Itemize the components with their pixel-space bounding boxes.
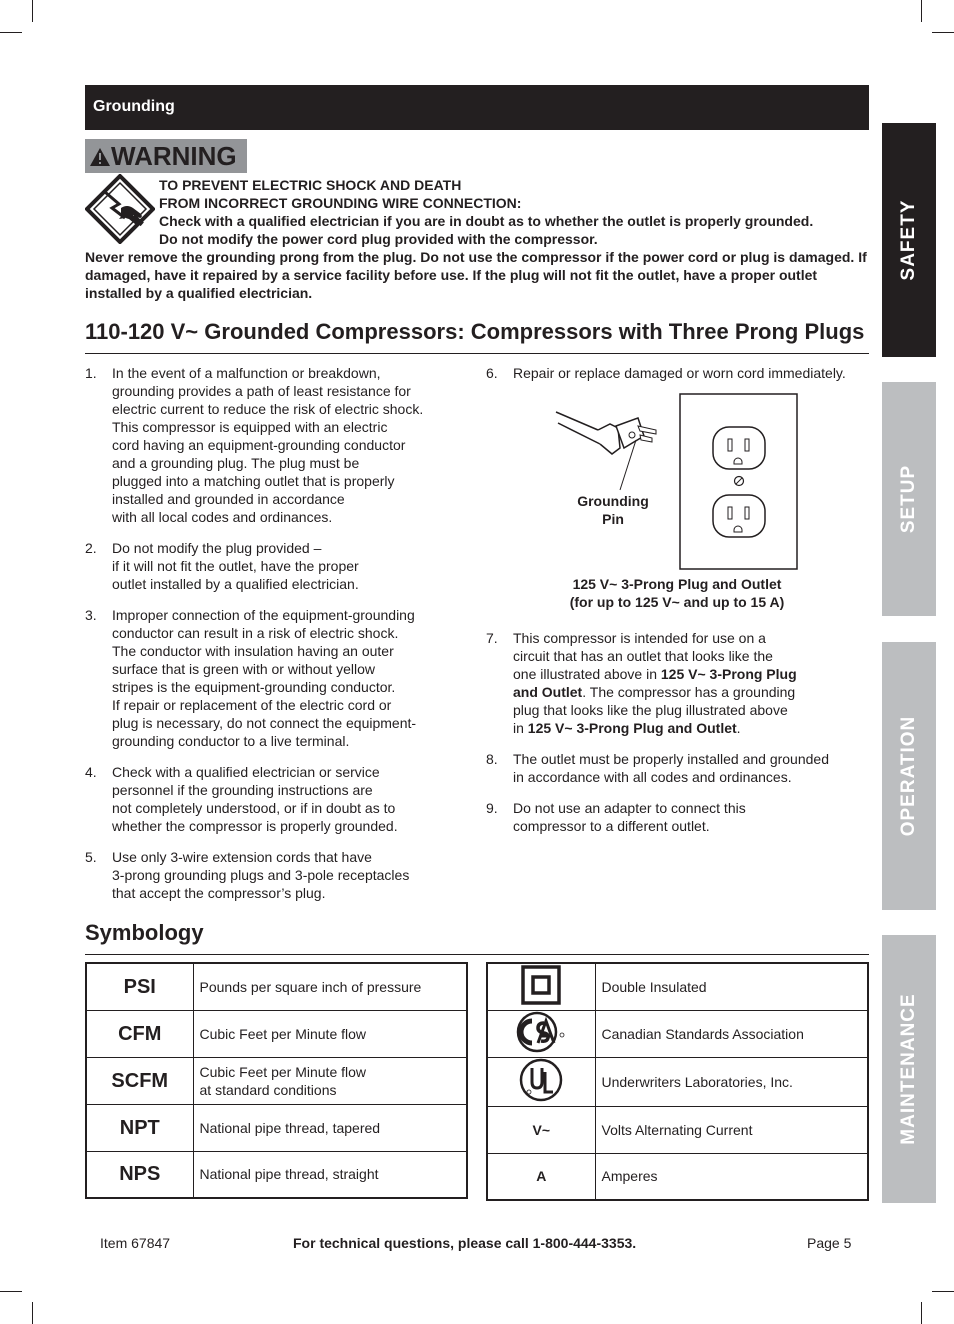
footer-help-text: For technical questions, please call 1-800-444-3353. <box>293 1235 637 1251</box>
item-line: plugged into a matching outlet that is properly <box>112 473 395 489</box>
item-line: plug that looks like the plug illustrated above <box>513 702 788 718</box>
item-line: stripes is the equipment-grounding conductor. <box>112 679 396 695</box>
item-line: The conductor with insulation having an outer <box>112 643 394 659</box>
list-item <box>486 629 872 737</box>
item-line: electric current to reduce the risk of electric shock. <box>112 401 424 417</box>
item-line: plug is necessary, do not connect the equipment- <box>112 715 417 731</box>
pin-label-line: Grounding <box>577 493 649 509</box>
symbol-abbr: SCFM <box>86 1057 193 1104</box>
table-row <box>86 963 467 1010</box>
description-line: at standard conditions <box>199 1081 337 1098</box>
symbol-description: Amperes <box>595 1153 868 1200</box>
item-line: circuit that has an outlet that looks like the <box>513 648 773 664</box>
item-line: cord having an equipment-grounding conductor <box>112 437 406 453</box>
tab-operation[interactable] <box>882 642 936 910</box>
item-line: grounding provides a path of least resistance for <box>112 383 411 399</box>
csa-icon <box>516 1011 566 1053</box>
item-number: 6. <box>486 365 498 381</box>
symbol-abbr: NPS <box>86 1151 193 1198</box>
crop-mark <box>32 1302 33 1324</box>
item-bold-text: and Outlet <box>513 684 583 700</box>
item-line <box>513 665 872 683</box>
symbol-abbr: CFM <box>86 1010 193 1057</box>
item-bold-text: 125 V~ 3-Prong Plug and Outlet <box>527 720 737 736</box>
symbol-description: National pipe thread, straight <box>193 1151 467 1198</box>
symbol-description: Canadian Standards Association <box>595 1010 868 1057</box>
right-list-bottom <box>486 629 872 848</box>
item-number: 8. <box>486 751 498 767</box>
symbol-description: Pounds per square inch of pressure <box>193 963 467 1010</box>
item-line: Improper connection of the equipment-grounding <box>112 607 415 623</box>
crop-mark <box>921 0 922 22</box>
item-line: that accept the compressor’s plug. <box>112 885 326 901</box>
electric-shock-hazard-icon <box>85 174 155 244</box>
item-number: 3. <box>85 607 97 623</box>
grounded-compressors-heading: 110-120 V~ Grounded Compressors: Compressors with Three Prong Plugs <box>85 319 865 344</box>
tab-label: MAINTENANCE <box>898 993 919 1145</box>
description-line: Cubic Feet per Minute flow <box>199 1063 367 1080</box>
item-number: 5. <box>85 849 97 865</box>
crop-mark <box>32 0 33 22</box>
footer-item-number: Item 67847 <box>100 1235 171 1251</box>
item-line: if it will not fit the outlet, have the proper <box>112 558 359 574</box>
warning-line: FROM INCORRECT GROUNDING WIRE CONNECTION: <box>159 195 522 211</box>
list-item <box>85 848 453 902</box>
item-line: In the event of a malfunction or breakdown, <box>112 365 381 381</box>
list-item <box>85 539 453 593</box>
volts-ac-symbol: V~ <box>487 1106 595 1153</box>
symbol-abbr: PSI <box>86 963 193 1010</box>
symbol-description: Double Insulated <box>595 963 868 1010</box>
item-line: installed and grounded in accordance <box>112 491 345 507</box>
list-item <box>85 763 453 835</box>
crop-mark <box>921 1302 922 1324</box>
tab-label: SETUP <box>898 464 919 534</box>
section-title-bar <box>85 85 869 130</box>
table-row <box>86 1010 467 1057</box>
caption-line: 125 V~ 3-Prong Plug and Outlet <box>572 576 782 592</box>
list-item <box>85 606 453 750</box>
symbology-table-left <box>85 962 468 1199</box>
item-number: 2. <box>85 540 97 556</box>
grounding-instructions-list <box>85 364 453 915</box>
table-row <box>487 1057 868 1106</box>
item-line: Repair or replace damaged or worn cord immediately. <box>513 365 846 381</box>
symbol-cell <box>487 963 595 1010</box>
symbol-abbr: NPT <box>86 1104 193 1151</box>
amperes-symbol: A <box>487 1153 595 1200</box>
item-line <box>513 719 872 737</box>
ul-icon <box>519 1058 563 1102</box>
tab-maintenance[interactable] <box>882 935 936 1203</box>
item-line: grounding conductor to a live terminal. <box>112 733 350 749</box>
item-line: surface that is green with or without yellow <box>112 661 376 677</box>
item-line: Check with a qualified electrician or service <box>112 764 380 780</box>
item-line <box>513 683 872 701</box>
table-row <box>86 1151 467 1198</box>
symbol-description: Volts Alternating Current <box>595 1106 868 1153</box>
tab-label: SAFETY <box>898 199 919 281</box>
caption-line: (for up to 125 V~ and up to 15 A) <box>569 594 785 610</box>
item-line: personnel if the grounding instructions are <box>112 782 373 798</box>
list-item <box>486 750 872 786</box>
item-line: Do not use an adapter to connect this <box>513 800 746 816</box>
item-number: 4. <box>85 764 97 780</box>
item-text: . The compressor has a grounding <box>582 684 796 700</box>
crop-mark <box>0 32 22 33</box>
item-line: in accordance with all codes and ordinances. <box>513 769 792 785</box>
table-row <box>86 1057 467 1104</box>
figure-caption <box>540 575 814 611</box>
symbol-cell <box>487 1010 595 1057</box>
crop-mark <box>932 1291 954 1292</box>
symbol-description: Underwriters Laboratories, Inc. <box>595 1057 868 1106</box>
section-title: Grounding <box>93 98 175 115</box>
item-line: conductor can result in a risk of electric shock. <box>112 625 399 641</box>
item-line: This compressor is intended for use on a <box>513 630 766 646</box>
warning-line: TO PREVENT ELECTRIC SHOCK AND DEATH <box>159 177 462 193</box>
item-line: Do not modify the plug provided – <box>112 540 322 556</box>
symbology-table-right <box>486 962 869 1201</box>
item-line: Use only 3-wire extension cords that have <box>112 849 372 865</box>
table-row <box>487 963 868 1010</box>
crop-mark <box>932 32 954 33</box>
item-line: with all local codes and ordinances. <box>112 509 333 525</box>
tab-safety[interactable] <box>882 123 936 357</box>
tab-setup[interactable] <box>882 382 936 616</box>
grounding-pin-label <box>560 492 666 528</box>
warning-lines <box>159 176 813 248</box>
heading-rule <box>85 353 869 354</box>
table-row <box>487 1153 868 1200</box>
warning-line: Check with a qualified electrician if you are in doubt as to whether the outlet is properly grounded. <box>159 213 814 229</box>
item-text: . <box>736 720 741 736</box>
warning-label: WARNING <box>111 141 237 171</box>
symbol-description <box>193 1057 467 1104</box>
footer-page-number: Page 5 <box>807 1235 852 1251</box>
table-row <box>487 1106 868 1153</box>
table-row <box>86 1104 467 1151</box>
item-line: outlet installed by a qualified electrician. <box>112 576 359 592</box>
symbology-heading: Symbology <box>85 920 204 945</box>
plug-and-outlet-illustration <box>540 390 810 576</box>
item-line: The outlet must be properly installed and grounded <box>513 751 829 767</box>
item-number: 7. <box>486 630 498 646</box>
warning-badge <box>85 139 247 173</box>
warning-paragraph: Never remove the grounding prong from the plug. Do not use the compressor if the power cord or plug is damaged. If damaged, have it repaired by a service facility before use. If the plug will not fit the outlet, have a proper outlet installed by a qualified electrician. <box>85 249 867 301</box>
symbol-description: National pipe thread, tapered <box>193 1104 467 1151</box>
item-text: in <box>513 720 528 736</box>
item-text: one illustrated above in <box>513 666 661 682</box>
list-item <box>486 799 872 835</box>
warning-triangle-icon <box>89 147 111 167</box>
list-item <box>486 364 872 382</box>
item-line: whether the compressor is properly grounded. <box>112 818 398 834</box>
item-number: 1. <box>85 365 97 381</box>
warning-line: Do not modify the power cord plug provided with the compressor. <box>159 231 598 247</box>
symbol-description: Cubic Feet per Minute flow <box>193 1010 467 1057</box>
pin-label-line: Pin <box>602 511 624 527</box>
item-line: 3-prong grounding plugs and 3-pole receptacles <box>112 867 410 883</box>
item-line: If repair or replacement of the electric cord or <box>112 697 392 713</box>
symbol-cell <box>487 1057 595 1106</box>
table-row <box>487 1010 868 1057</box>
double-insulated-icon <box>521 965 561 1005</box>
crop-mark <box>0 1291 22 1292</box>
item-line: compressor to a different outlet. <box>513 818 710 834</box>
item-number: 9. <box>486 800 498 816</box>
symbology-rule <box>85 954 869 955</box>
item-line: and a grounding plug. The plug must be <box>112 455 360 471</box>
item-bold-text: 125 V~ 3-Prong Plug <box>660 666 797 682</box>
tab-label: OPERATION <box>898 715 919 837</box>
item-line: This compressor is equipped with an electric <box>112 419 388 435</box>
list-item <box>85 364 453 526</box>
item-line: not completely understood, or if in doubt as to <box>112 800 396 816</box>
